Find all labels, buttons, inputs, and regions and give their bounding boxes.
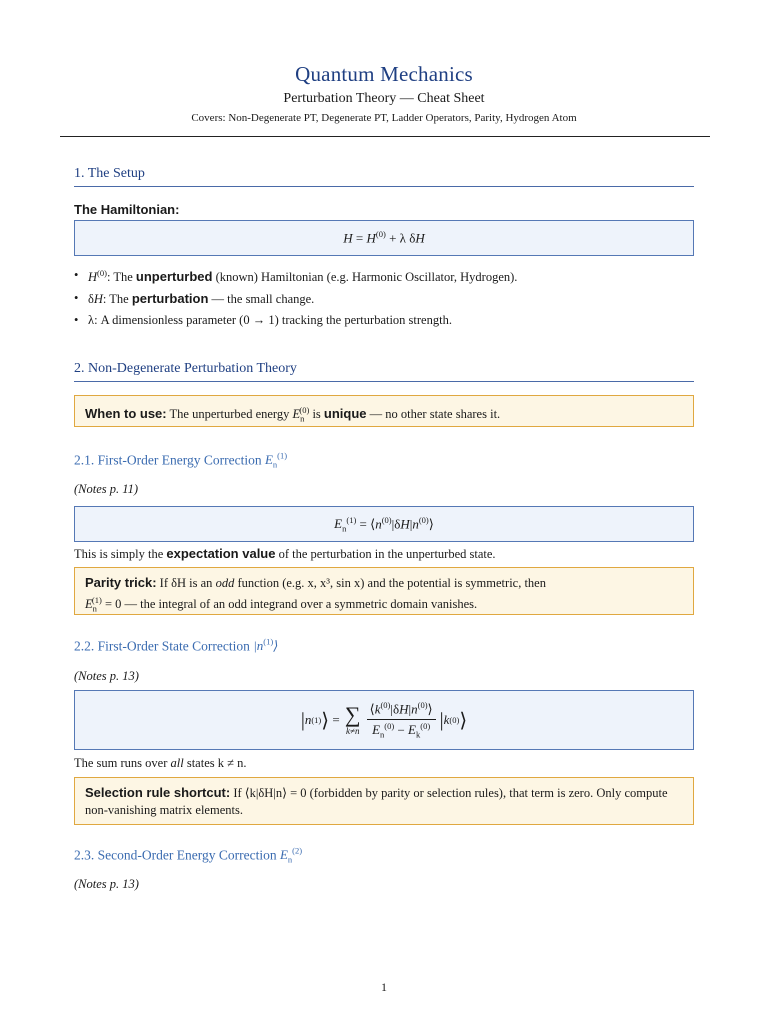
covers-line: Covers: Non-Degenerate PT, Degenerate PT, Ladder Operators, Parity, Hydrogen Atom (191, 112, 577, 124)
selection-rule-box: Selection rule shortcut: If ⟨k|δH|n⟩ = 0 (forbidden by parity or selection rules), that term is zero. Only compute non-vanishing matrix elements. (74, 777, 694, 825)
first-order-state-box (74, 690, 694, 750)
bullet-h0: • $H^{(0)}$: The unperturbed (known) Hamiltonian (e.g. Harmonic Oscillator, Hydrogen). (74, 268, 694, 291)
notes-ref-p11: (Notes p. 11) (74, 482, 138, 496)
subsection-2-3-heading: 2.3. Second-Order Energy Correction $E_n^{(2)}$ (74, 846, 303, 865)
parity-trick-box: Parity trick: If δH is an odd function (e.g. x, x³, sin x) and the potential is symmetric, then $E_n^{(1)} = 0$ — the integral of an odd integrand over a symmetric domain vanishes. (74, 567, 694, 615)
page-title: Quantum Mechanics (295, 62, 473, 86)
hamiltonian-label: The Hamiltonian: (74, 202, 180, 217)
section-1-heading: 1. The Setup (74, 166, 694, 187)
page-subtitle: Perturbation Theory — Cheat Sheet (283, 91, 485, 106)
notes-ref-p13-b: (Notes p. 13) (74, 877, 139, 891)
title-rule (60, 136, 710, 137)
setup-bullet-list (74, 268, 694, 336)
subsection-2-1-heading: 2.1. First-Order Energy Correction $E_n^{(1)}$ (74, 451, 288, 470)
notes-ref-p13-a: (Notes p. 13) (74, 669, 139, 683)
first-order-state-equation: | n (1) ⟩ = ∑ k≠n $\frac{⟨k^{(0)}|\delta H|n^{(0)}⟩}{E_n^{(0)} - E_k^{(0)}}$ | k (0) ⟩ (300, 700, 468, 740)
section-2-heading: 2. Non-Degenerate Perturbation Theory (74, 361, 694, 382)
bullet-lambda: • λ: A dimensionless parameter (0 → 1) tracking the perturbation strength. (74, 313, 694, 336)
subsection-2-2-heading: 2.2. First-Order State Correction $|n^{(1)}⟩$ (74, 637, 279, 654)
when-to-use-box: When to use: The unperturbed energy $E_n^{(0)}$ is unique — no other state shares it. (74, 395, 694, 427)
expectation-value-text: This is simply the expectation value of the perturbation in the unperturbed state. (74, 546, 496, 561)
first-order-energy-equation: $E_n^{(1)}$ = $⟨n^{(0)}|\delta H|n^{(0)}⟩$ (334, 514, 434, 534)
hamiltonian-equation: $H = H^{(0)} + \lambda$ δH (343, 229, 425, 246)
hamiltonian-equation-box (74, 220, 694, 256)
page-number: 1 (381, 980, 387, 994)
bullet-dh: • δH: The perturbation — the small change. (74, 291, 694, 314)
sum-note-text: The sum runs over all states k ≠ n. (74, 756, 247, 770)
first-order-energy-box (74, 506, 694, 542)
